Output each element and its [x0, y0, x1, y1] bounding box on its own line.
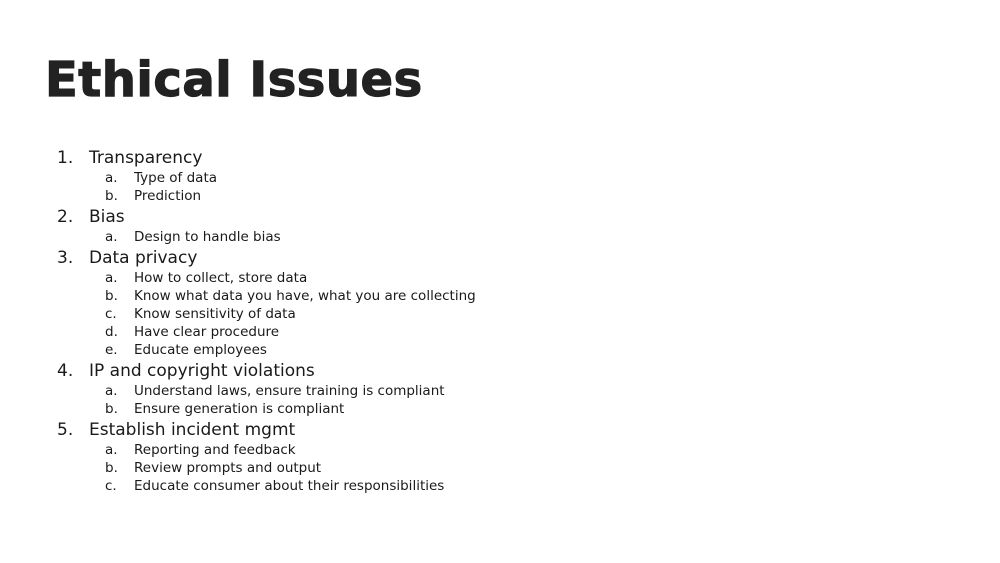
list-item [57, 206, 757, 228]
sub-list-item-label: Type of data [134, 170, 218, 186]
sub-list-item [57, 459, 757, 477]
sub-list [57, 228, 757, 246]
sub-list [57, 169, 757, 205]
sub-list-item-label: Educate employees [134, 342, 267, 358]
sub-list-item-letter: a. [105, 383, 118, 399]
sub-list-item-letter: c. [105, 306, 117, 322]
sub-list-item [57, 441, 757, 459]
sub-list-item-label: Design to handle bias [134, 229, 281, 245]
sub-list-item [57, 169, 757, 187]
list-item-label: Establish incident mgmt [89, 420, 296, 440]
sub-list-item-label: Educate consumer about their responsibilities [134, 478, 445, 494]
sub-list-item [57, 187, 757, 205]
sub-list-item [57, 400, 757, 418]
list-item-label: Transparency [89, 148, 203, 168]
sub-list-item-letter: a. [105, 229, 118, 245]
numbered-outline [57, 147, 757, 496]
list-item [57, 419, 757, 441]
sub-list-item-letter: e. [105, 342, 118, 358]
list-item-number: 1. [57, 148, 74, 168]
sub-list-item-label: Know sensitivity of data [134, 306, 296, 322]
sub-list-item-label: Understand laws, ensure training is compliant [134, 383, 445, 399]
sub-list-item-label: Ensure generation is compliant [134, 401, 345, 417]
sub-list [57, 269, 757, 359]
sub-list-item-letter: d. [105, 324, 118, 340]
list-item-label: Data privacy [89, 248, 198, 268]
sub-list-item-label: Have clear procedure [134, 324, 280, 340]
sub-list-item-letter: a. [105, 170, 118, 186]
sub-list-item-letter: b. [105, 188, 118, 204]
sub-list-item-label: Know what data you have, what you are collecting [134, 288, 476, 304]
sub-list-item-label: Review prompts and output [134, 460, 322, 476]
list-item-label: IP and copyright violations [89, 361, 315, 381]
sub-list-item [57, 305, 757, 323]
sub-list-item [57, 323, 757, 341]
sub-list-item [57, 341, 757, 359]
sub-list-item-label: Prediction [134, 188, 202, 204]
sub-list-item-label: Reporting and feedback [134, 442, 296, 458]
sub-list [57, 441, 757, 495]
sub-list-item-letter: a. [105, 270, 118, 286]
sub-list-item-label: How to collect, store data [134, 270, 308, 286]
list-item-number: 3. [57, 248, 74, 268]
sub-list-item [57, 477, 757, 495]
sub-list-item-letter: a. [105, 442, 118, 458]
list-item-label: Bias [89, 207, 125, 227]
slide-title: Ethical Issues [45, 52, 423, 108]
sub-list-item-letter: b. [105, 401, 118, 417]
sub-list-item [57, 382, 757, 400]
list-item-number: 5. [57, 420, 74, 440]
sub-list-item-letter: c. [105, 478, 117, 494]
sub-list-item [57, 269, 757, 287]
sub-list [57, 382, 757, 418]
list-item [57, 360, 757, 382]
sub-list-item-letter: b. [105, 460, 118, 476]
sub-list-item [57, 228, 757, 246]
sub-list-item [57, 287, 757, 305]
list-item [57, 247, 757, 269]
list-item-number: 4. [57, 361, 74, 381]
list-item-number: 2. [57, 207, 74, 227]
sub-list-item-letter: b. [105, 288, 118, 304]
list-item [57, 147, 757, 169]
